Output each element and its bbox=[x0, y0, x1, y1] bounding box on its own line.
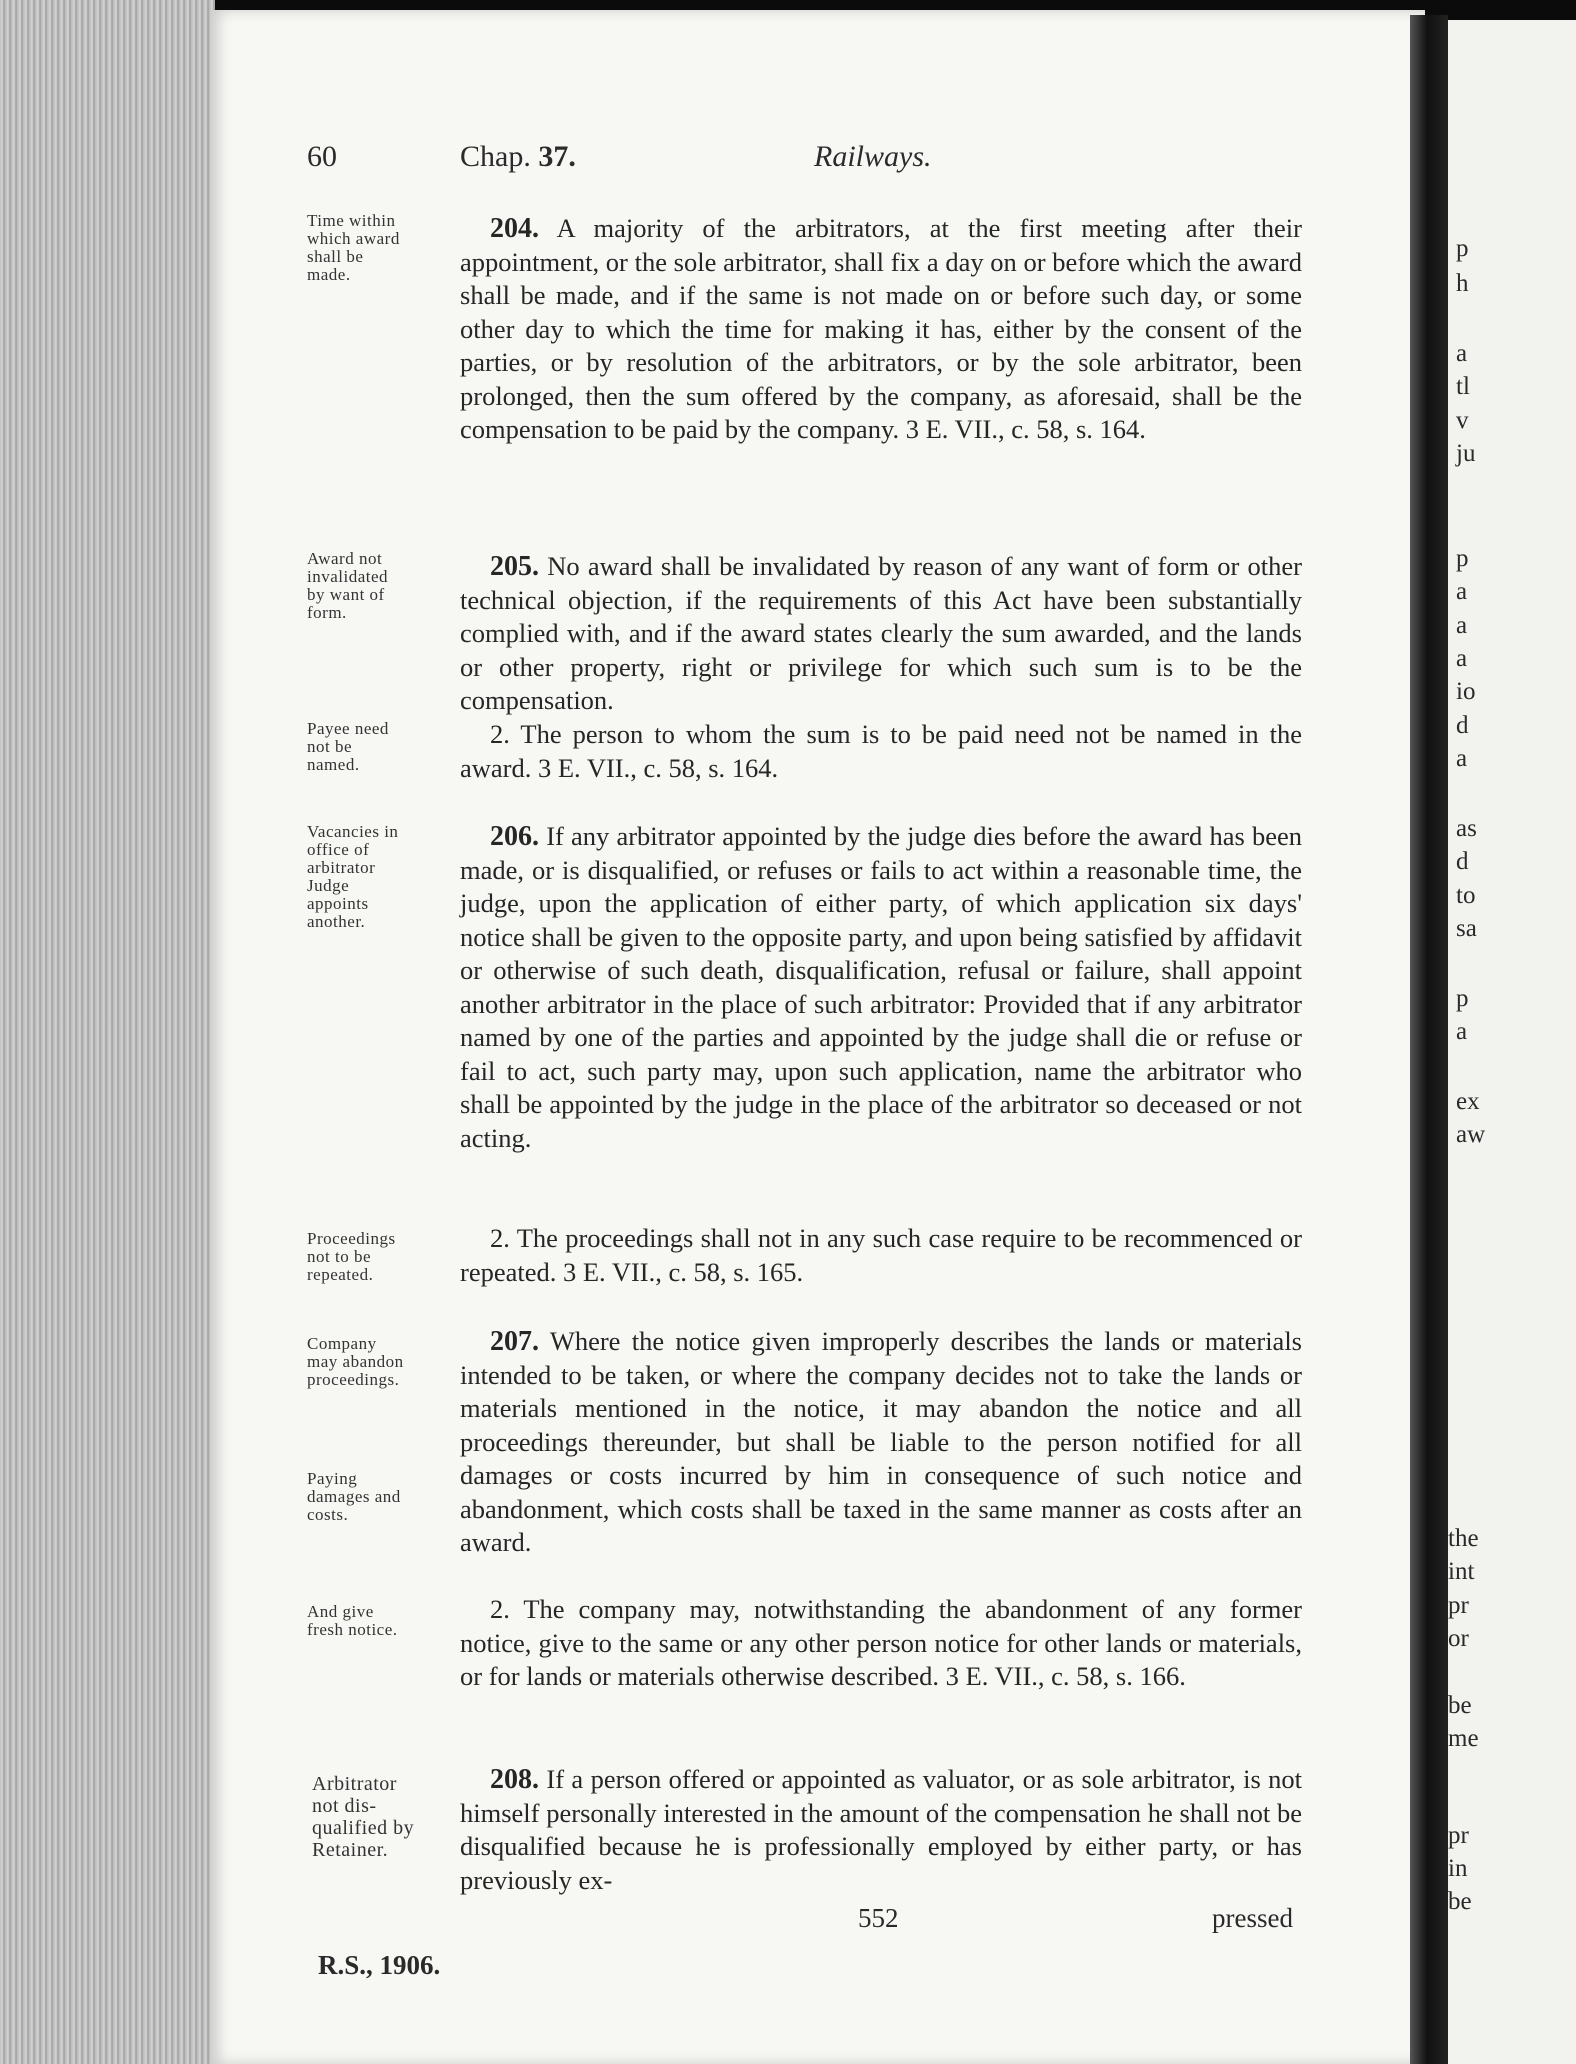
facing-page-edge bbox=[1448, 20, 1576, 2064]
facing-text-fragment: the bbox=[1448, 1525, 1479, 1552]
catchword: pressed bbox=[1212, 1903, 1293, 1933]
facing-text-fragment: to bbox=[1456, 882, 1476, 909]
facing-text-fragment: ju bbox=[1456, 440, 1476, 467]
facing-text-fragment: aw bbox=[1456, 1121, 1486, 1148]
margin-note: Payee need not be named. bbox=[307, 719, 389, 774]
facing-text-fragment: p bbox=[1456, 235, 1469, 262]
chapter-prefix: Chap. bbox=[460, 140, 531, 173]
section-number: 207. bbox=[490, 1326, 539, 1357]
paragraph-text: 2. The proceedings shall not in any such case require to be recommenced or repeated. 3 E. VII., c. 58, s. 165. bbox=[460, 1223, 1302, 1287]
paragraph-text: Where the notice given improperly describes the lands or materials intended to be taken, or where the company decides not to take the lands or materials mentioned in the notice, it may abandon the notice and all proceedings thereunder, but shall be liable to the person notified for all damages or costs incurred by him in consequence of such notice and abandonment, which costs shall be taxed in the same manner as costs after an award. bbox=[460, 1326, 1302, 1557]
facing-text-fragment: or bbox=[1448, 1625, 1469, 1652]
facing-text-fragment: tl bbox=[1456, 373, 1470, 400]
facing-text-fragment: a bbox=[1456, 612, 1468, 639]
facing-text-fragment: pr bbox=[1448, 1592, 1469, 1619]
margin-note: Company may abandon proceedings. bbox=[307, 1334, 404, 1389]
facing-text-fragment: a bbox=[1456, 745, 1468, 772]
facing-text-fragment: a bbox=[1456, 1018, 1468, 1045]
paragraph-text: 2. The person to whom the sum is to be paid need not be named in the award. 3 E. VII., c. 58, s. 164. bbox=[460, 719, 1302, 783]
facing-text-fragment: a bbox=[1456, 340, 1468, 367]
facing-text-fragment: pr bbox=[1448, 1822, 1469, 1849]
facing-text-fragment: d bbox=[1456, 712, 1469, 739]
facing-text-fragment: in bbox=[1448, 1855, 1468, 1882]
facing-text-fragment: p bbox=[1456, 545, 1469, 572]
subsection-paragraph bbox=[460, 718, 1302, 785]
section-number: 205. bbox=[490, 551, 539, 582]
facing-text-fragment: v bbox=[1456, 407, 1469, 434]
margin-note: Arbitrator not dis- qualified by Retainer. bbox=[312, 1773, 415, 1861]
running-title: Railways. bbox=[814, 140, 932, 173]
chapter-number: 37. bbox=[538, 140, 576, 173]
section-number: 206. bbox=[490, 821, 539, 852]
facing-text-fragment: sa bbox=[1456, 915, 1477, 942]
chapter-label bbox=[460, 140, 576, 174]
margin-note: Proceedings not to be repeated. bbox=[307, 1229, 396, 1284]
facing-text-fragment: h bbox=[1456, 270, 1469, 297]
paragraph-text: If a person offered or appointed as valuator, or as sole arbitrator, is not himself personally interested in the amount of the compensation he shall not be disqualified because he is professionally employed by either party, or has previously ex- bbox=[460, 1764, 1303, 1895]
facing-text-fragment: be bbox=[1448, 1888, 1472, 1915]
facing-text-fragment: io bbox=[1456, 678, 1476, 705]
margin-note: And give fresh notice. bbox=[307, 1602, 398, 1639]
revised-statutes-label: R.S., 1906. bbox=[318, 1950, 441, 1980]
subsection-paragraph bbox=[460, 1222, 1302, 1289]
section-paragraph bbox=[460, 1325, 1302, 1560]
margin-note: Award not invalidated by want of form. bbox=[307, 549, 389, 622]
section-number: 204. bbox=[490, 213, 539, 244]
book-gutter bbox=[1410, 15, 1448, 2064]
margin-note: Vacancies in office of arbitrator Judge appoints another. bbox=[307, 822, 399, 931]
margin-note: Time within which award shall be made. bbox=[307, 211, 400, 284]
facing-text-fragment: ex bbox=[1456, 1088, 1480, 1115]
paragraph-text: A majority of the arbitrators, at the first meeting after their appointment, or the sole arbitrator, shall fix a day on or before which the award shall be made, and if the same is not made on or before such day, or some other day to which the time for making it has, either by the consent of the parties, or by resolution of the arbitrators, or by the sole arbitrator, been prolonged, then the sum offered by the company, as aforesaid, shall be the compensation to be paid by the company. 3 E. VII., c. 58, s. 164. bbox=[460, 213, 1302, 444]
facing-text-fragment: p bbox=[1456, 985, 1469, 1012]
facing-text-fragment: d bbox=[1456, 848, 1469, 875]
facing-text-fragment: a bbox=[1456, 645, 1468, 672]
section-paragraph bbox=[460, 212, 1302, 447]
facing-text-fragment: me bbox=[1448, 1725, 1479, 1752]
facing-text-fragment: a bbox=[1456, 578, 1468, 605]
folio-number: 552 bbox=[858, 1903, 899, 1933]
section-number: 208. bbox=[490, 1764, 539, 1795]
section-paragraph bbox=[460, 1763, 1302, 1897]
margin-note: Paying damages and costs. bbox=[307, 1469, 401, 1524]
facing-text-fragment: be bbox=[1448, 1692, 1472, 1719]
section-paragraph bbox=[460, 820, 1302, 1155]
page-edges-stack bbox=[0, 0, 215, 2064]
facing-text-fragment: as bbox=[1456, 815, 1477, 842]
page-number: 60 bbox=[307, 140, 337, 173]
section-paragraph bbox=[460, 550, 1302, 718]
subsection-paragraph bbox=[460, 1593, 1302, 1694]
paragraph-text: If any arbitrator appointed by the judge dies before the award has been made, or is disqualified, or refuses or fails to act within a reasonable time, the judge, upon the application of either party, of which application six days' notice shall be given to the opposite party, and upon being satisfied by affidavit or otherwise of such death, disqualification, refusal or failure, shall appoint another arbitrator in the place of such arbitrator: Provided that if any arbitrator named by one of the parties and appointed by the judge shall die or refuse or fail to act, such party may, upon such application, name the arbitrator who shall be appointed by the judge in the place of the arbitrator so deceased or not acting. bbox=[460, 821, 1302, 1153]
facing-text-fragment: int bbox=[1448, 1558, 1475, 1585]
paragraph-text: No award shall be invalidated by reason of any want of form or other technical objection, if the requirements of this Act have been substantially complied with, and if the award states clearly the sum awarded, and the lands or other property, right or privilege for which such sum is to be the compensation. bbox=[460, 551, 1302, 715]
paragraph-text: 2. The company may, notwithstanding the abandonment of any former notice, give to the same or any other person notice for other lands or materials, or for lands or materials otherwise described. 3 E. VII., c. 58, s. 166. bbox=[460, 1594, 1302, 1691]
